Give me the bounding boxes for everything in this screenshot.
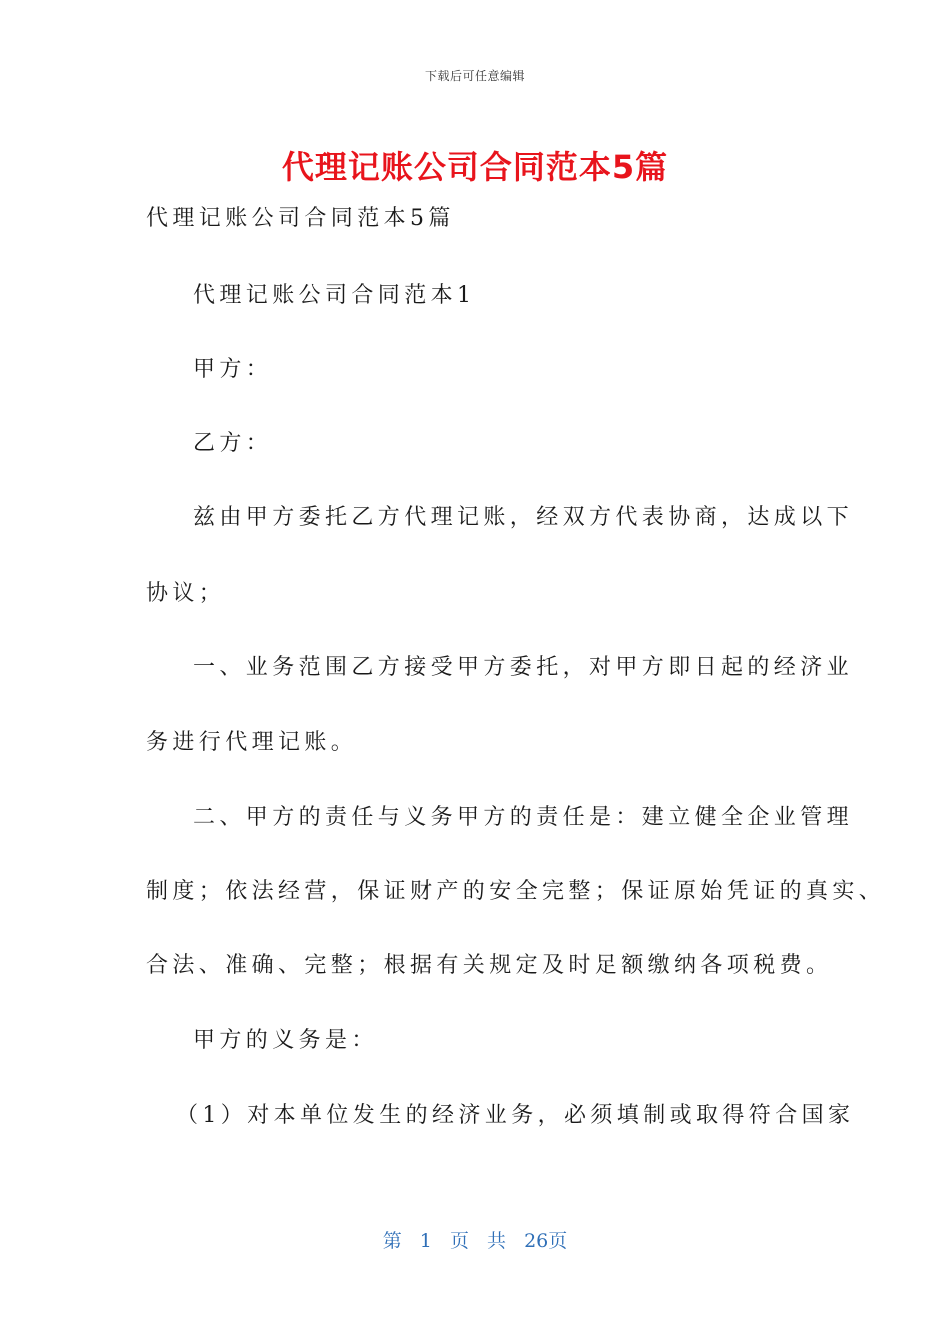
footer-prefix: 第: [382, 1230, 402, 1252]
footer-total-word: 共: [487, 1230, 507, 1252]
footer-page-word: 页: [449, 1230, 469, 1252]
paragraph-line: 务进行代理记账。: [146, 730, 358, 755]
paragraph-line: 制度；依法经营，保证财产的安全完整；保证原始凭证的真实、: [146, 879, 886, 904]
party-b-label: 乙方：: [193, 431, 273, 456]
document-subtitle: 代理记账公司合同范本5篇: [146, 206, 455, 231]
header-note: 下载后可任意编辑: [424, 69, 525, 83]
footer-total-pages: 26页: [524, 1230, 568, 1252]
party-a-label: 甲方：: [193, 357, 273, 382]
section-heading: 代理记账公司合同范本1: [193, 283, 476, 308]
paragraph-line: 协议；: [146, 581, 226, 606]
footer-current-page: 1: [419, 1230, 432, 1252]
paragraph-line: 一、业务范围乙方接受甲方委托，对甲方即日起的经济业: [193, 655, 854, 680]
paragraph-line: 二、甲方的责任与义务甲方的责任是：建立健全企业管理: [193, 805, 854, 830]
paragraph-line: （1）对本单位发生的经济业务，必须填制或取得符合国家: [176, 1103, 855, 1128]
duty-heading: 甲方的义务是：: [193, 1028, 378, 1053]
document-title: 代理记账公司合同范本5篇: [281, 148, 669, 186]
page-footer: [0, 1226, 950, 1253]
paragraph-line: 兹由甲方委托乙方代理记账，经双方代表协商，达成以下: [193, 505, 854, 530]
paragraph-line: 合法、准确、完整；根据有关规定及时足额缴纳各项税费。: [146, 953, 833, 978]
